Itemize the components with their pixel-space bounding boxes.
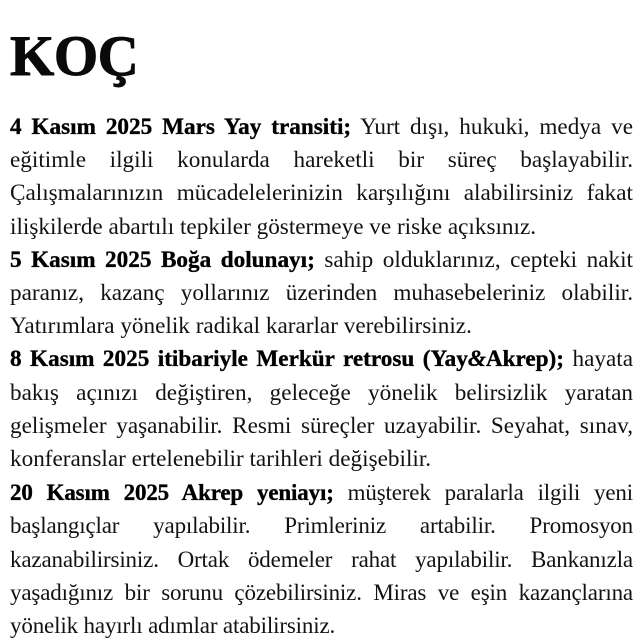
entry-lead-in-pre: 8 Kasım 2025 itibariyle Merkür retrosu (Yay (10, 346, 468, 373)
horoscope-entry (10, 476, 633, 642)
entry-lead-in: 20 Kasım 2025 Akrep yeniayı; (10, 480, 334, 506)
horoscope-entry (10, 343, 633, 476)
entry-lead-in-post: Akrep); (485, 346, 565, 373)
entry-lead-in: 5 Kasım 2025 Boğa dolunayı; (10, 246, 315, 273)
entry-body-text: hayata bakış açınızı değiştiren, geleceğe yönelik belirsizlik yaratan gelişmeler yaşanabilir. Resmi süreçler uzayabilir. Seyahat, sınav, konferanslar ertelenebilir tarihleri değişebilir. (10, 346, 633, 473)
horoscope-entry (10, 244, 633, 344)
entry-lead-in: 4 Kasım 2025 Mars Yay transiti; (10, 114, 352, 140)
horoscope-entries (10, 111, 633, 642)
ampersand-glyph: & (467, 346, 486, 373)
entry-body-text: Yurt dışı, hukuki, medya ve eğitimle ilgili konularda hareketli bir süreç başlayabilir. Çalışmalarınızın mücadelelerinizin karşılığını alabilirsiniz fakat ilişkilerde abartılı tepkiler göstermeye ve riske açıksınız. (10, 114, 633, 240)
horoscope-entry (10, 111, 633, 244)
entry-body-text: sahip olduklarınız, cepteki nakit paranız, kazanç yollarınız üzerinden muhasebeleriniz olabilir. Yatırımlara yönelik radikal kararlar verebilirsiniz. (10, 246, 633, 340)
page-title: KOÇ (10, 25, 139, 88)
entry-body-text: müşterek paralarla ilgili yeni başlangıçlar yapılabilir. Primleriniz artabilir. Promosyon kazanabilirsiniz. Ortak ödemeler rahat yapılabilir. Bankanızla yaşadığınız bir sorunu çözebilirsiniz. Miras ve eşin kazançlarına yönelik hayırlı adımlar atabilirsiniz. (10, 480, 634, 639)
